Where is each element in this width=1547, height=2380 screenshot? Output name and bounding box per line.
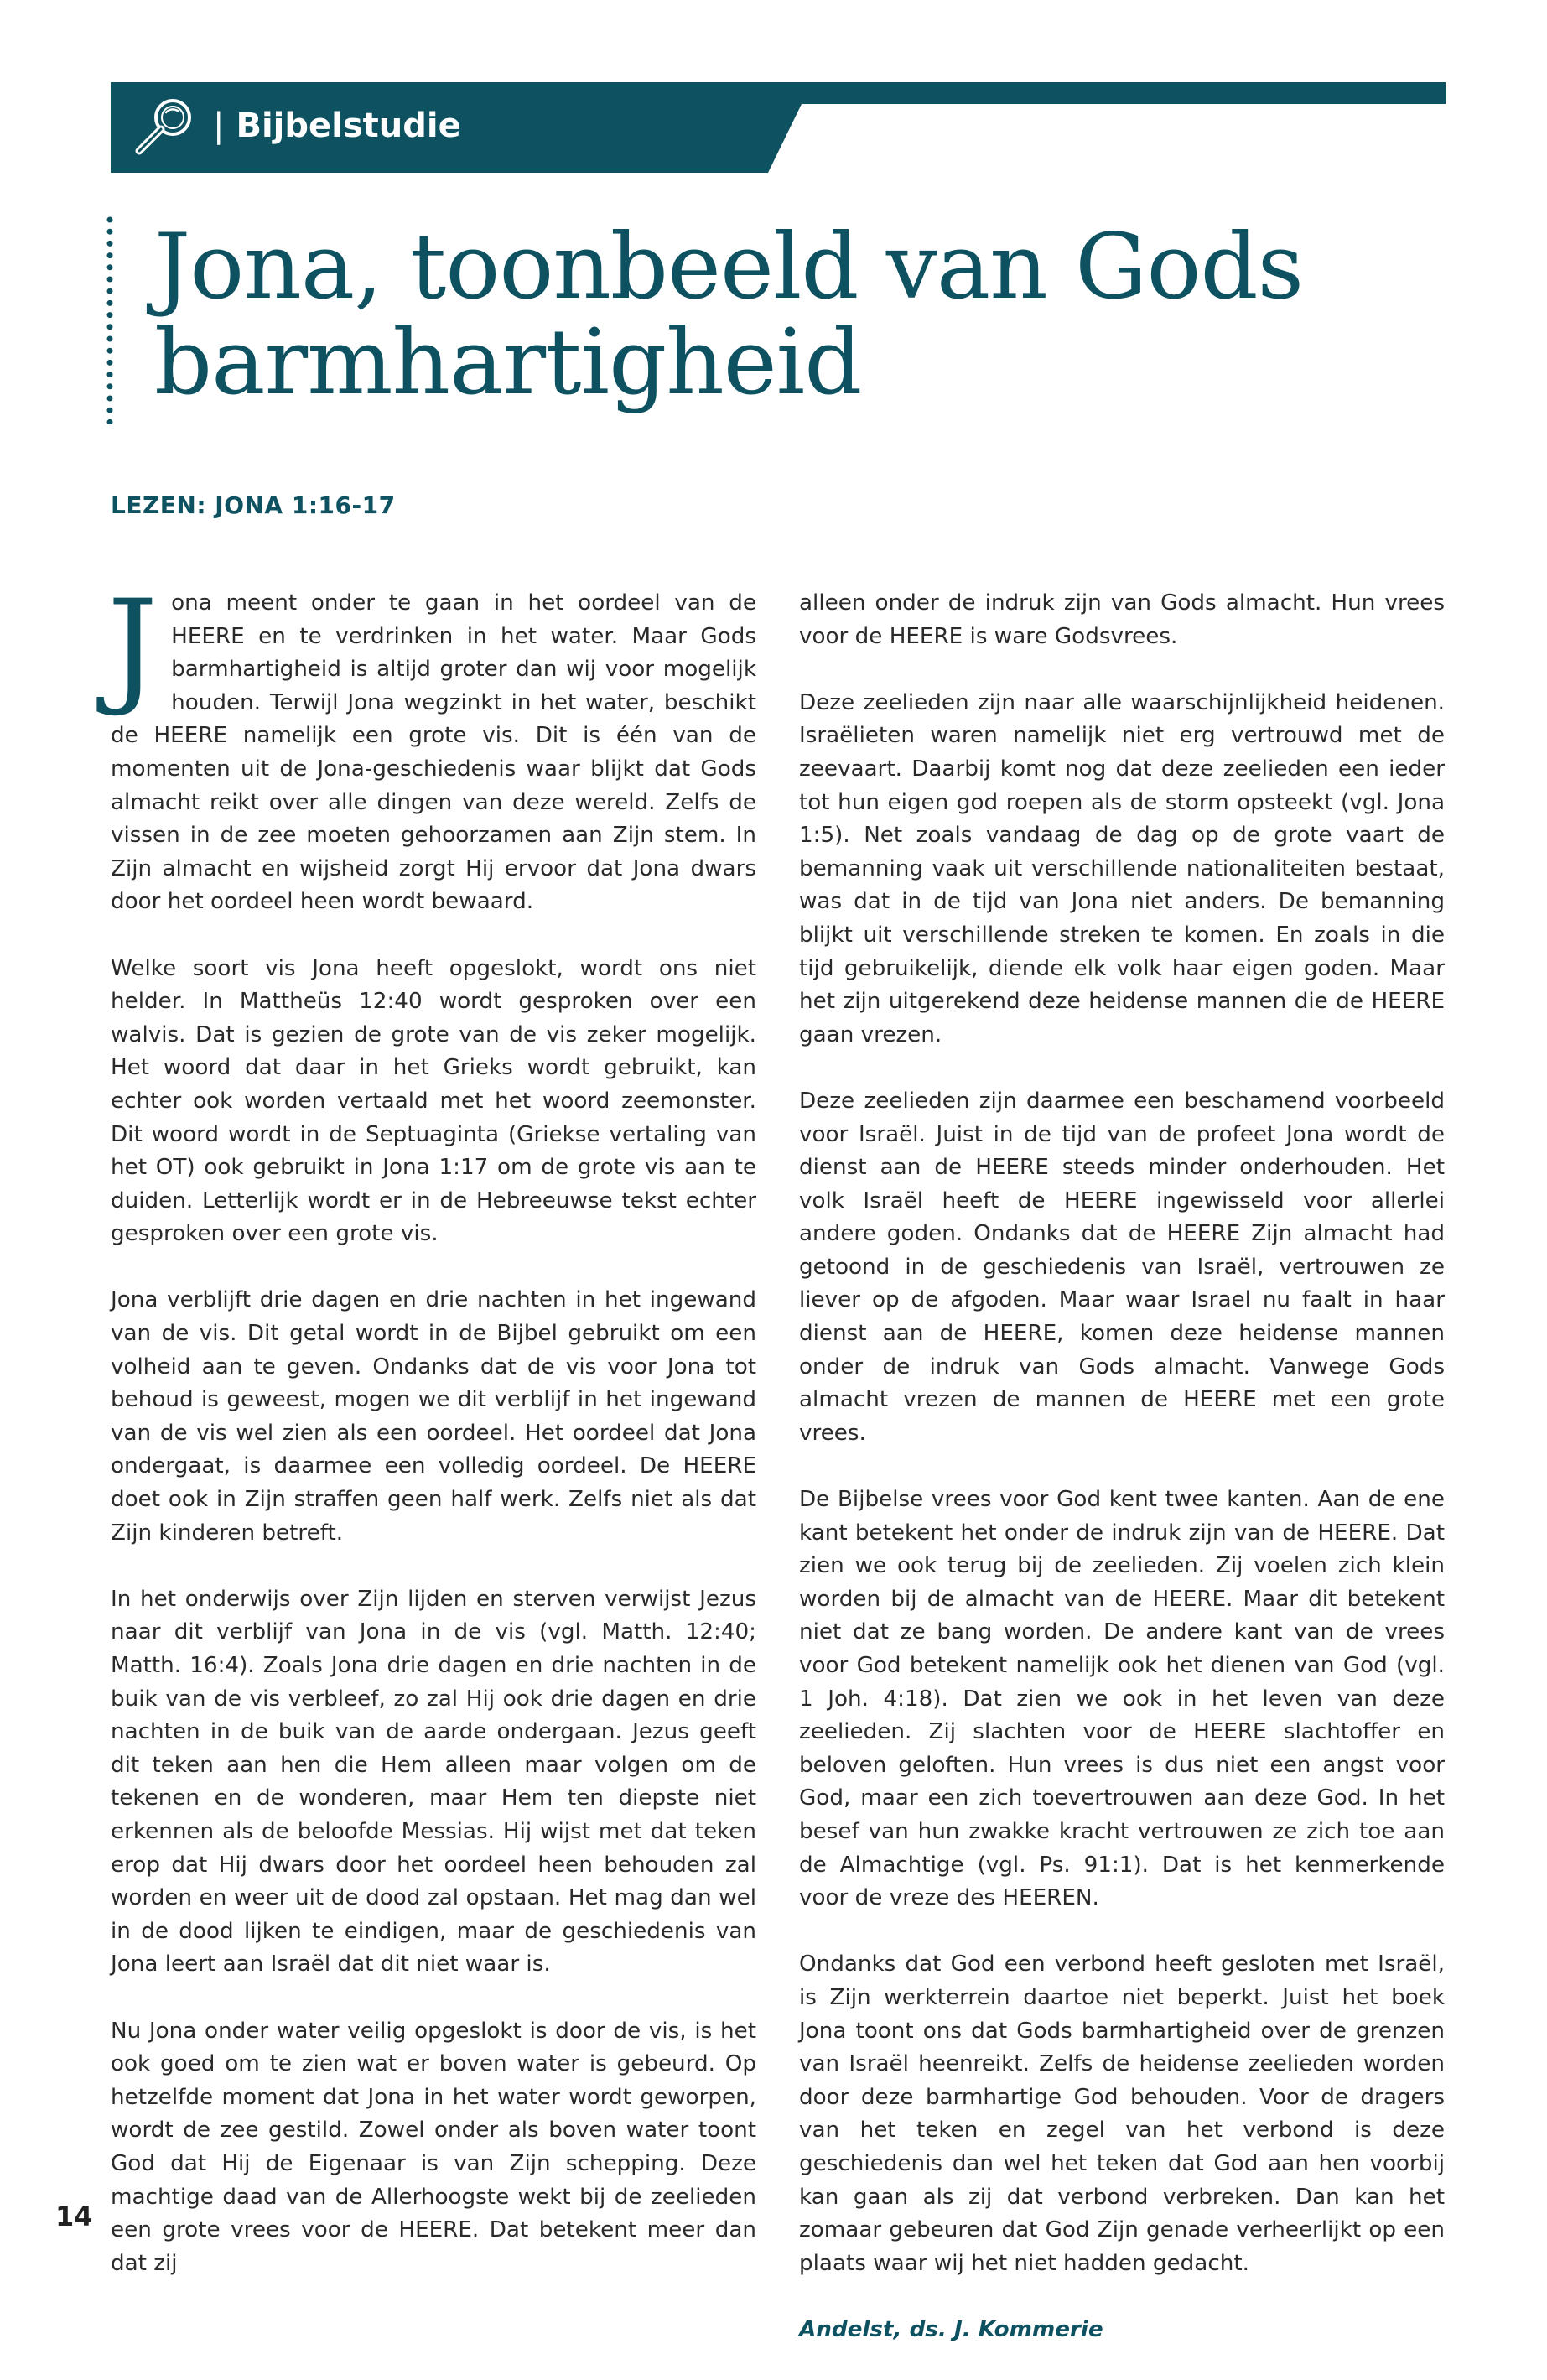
paragraph: Deze zeelieden zijn daarmee een beschamend voorbeeld voor Israël. Juist in de tijd van de profeet Jona wordt de dienst aan de HEERE steeds minder onderhouden. Het volk Israël heeft de HEERE ingewisseld voor allerlei andere goden. Ondanks dat de HEERE Zijn almacht had getoond in de geschiedenis van Israël, vertrouwen ze liever op de afgoden. Maar waar Israel nu faalt in haar dienst aan de HEERE, komen deze heidense mannen onder de indruk van Gods almacht. Vanwege Gods almacht vrezen de mannen de HEERE met een grote vrees.: [799, 1088, 1445, 1446]
magnifier-icon: [127, 92, 198, 163]
reading-reference: LEZEN: JONA 1:16-17: [111, 491, 396, 519]
paragraph: Deze zeelieden zijn naar alle waarschijnlijkheid heidenen. Israëlieten waren namelijk niet erg vertrouwd met de zeevaart. Daarbij komt nog dat deze zeelieden een ieder tot hun eigen god roepen als de storm opsteekt (vgl. Jona 1:5). Net zoals vandaag de dag op de grote vaart de bemanning vaak uit verschillende nationaliteiten bestaat, was dat in de tijd van Jona niet anders. De bemanning blijkt uit verschillende streken te komen. En zoals in die tijd gebruikelijk, diende elk volk haar eigen goden. Maar het zijn uitgerekend deze heidense mannen die de HEERE gaan vrezen.: [799, 689, 1445, 1047]
section-label: [213, 104, 461, 148]
header-separator: |: [213, 107, 225, 145]
paragraph: Welke soort vis Jona heeft opgeslokt, wordt ons niet helder. In Mattheüs 12:40 wordt gesproken over een walvis. Dat is gezien de grote van de vis zeker mogelijk. Het woord dat daar in het Grieks wordt gebruikt, kan echter ook worden vertaald met het woord zeemonster. Dit woord wordt in de Septuaginta (Griekse vertaling van het OT) ook gebruikt in Jona 1:17 om de grote vis aan te duiden. Letterlijk wordt er in de Hebreeuwse tekst echter gesproken over een grote vis.: [111, 955, 756, 1247]
drop-cap: J: [107, 574, 158, 720]
article-column-left: [107, 574, 756, 2314]
article-column-right: [799, 587, 1445, 2380]
paragraph: Jona verblijft drie dagen en drie nachten in het ingewand van de vis. Dit getal wordt in de Bijbel gebruikt om een volheid aan te geven. Ondanks dat de vis voor Jona tot behoud is geweest, mogen we dit verblijf in het ingewand van de vis wel zien als een oordeel. Het oordeel dat Jona ondergaat, is daarmee een volledig oordeel. De HEERE doet ook in Zijn straffen geen half werk. Zelfs niet als dat Zijn kinderen betreft.: [111, 1287, 756, 1546]
title-line-1: Jona, toonbeeld van Gods: [154, 215, 1304, 320]
page-number: 14: [55, 2201, 93, 2232]
author-signature: Andelst, ds. J. Kommerie: [799, 2316, 1103, 2342]
article-title: [154, 215, 1429, 415]
paragraph: Jona meent onder te gaan in het oordeel van de HEERE en te verdrinken in het water. Maar Gods barmhartigheid is altijd groter dan wij voor mogelijk houden. Terwijl Jona wegzinkt in het water, beschikt de HEERE namelijk een grote vis. Dit is één van de momenten uit de Jona-geschiedenis waar blijkt dat Gods almacht reikt over alle dingen van deze wereld. Zelfs de vissen in de zee moeten gehoorzamen aan Zijn stem. In Zijn almacht en wijsheid zorgt Hij ervoor dat Jona dwars door het oordeel heen wordt bewaard.: [107, 574, 756, 915]
section-name: Bijbelstudie: [236, 107, 461, 145]
paragraph: Ondanks dat God een verbond heeft gesloten met Israël, is Zijn werkterrein daartoe niet beperkt. Juist het boek Jona toont ons dat Gods barmhartigheid over de grenzen van Israël heenreikt. Zelfs de heidense zeelieden worden door deze barmhartige God behouden. Voor de dragers van het teken en zegel van het verbond is deze geschiedenis dan wel het teken dat God aan hen voorbij kan gaan als zij dat verbond verbreken. Dan kan het zomaar gebeuren dat God Zijn genade verheerlijkt op een plaats waar wij het niet hadden gedacht.: [799, 1951, 1445, 2276]
paragraph: Nu Jona onder water veilig opgeslokt is door de vis, is het ook goed om te zien wat er boven water is gebeurd. Op hetzelfde moment dat Jona in het water wordt geworpen, wordt de zee gestild. Zowel onder als boven water toont God dat Hij de Eigenaar is van Zijn schepping. Deze machtige daad van de Allerhoogste wekt bij de zeelieden een grote vrees voor de HEERE. Dat betekent meer dan dat zij: [111, 2018, 756, 2276]
section-header: [111, 82, 1446, 173]
title-line-2: barmhartigheid: [154, 310, 862, 415]
paragraph: De Bijbelse vrees voor God kent twee kanten. Aan de ene kant betekent het onder de indruk zijn van de HEERE. Dat zien we ook terug bij de zeelieden. Zij voelen zich klein worden bij de almacht van de HEERE. Maar dit betekent niet dat ze bang worden. De andere kant van de vrees voor God betekent namelijk ook het dienen van God (vgl. 1 Joh. 4:18). Dat zien we ook in het leven van deze zeelieden. Zij slachten voor de HEERE slachtoffer en beloven geloften. Hun vrees is dus niet een angst voor God, maar een zich toevertrouwen aan deze God. In het besef van hun zwakke kracht vertrouwen ze zich toe aan de Almachtige (vgl. Ps. 91:1). Dat is het kenmerkende voor de vreze des HEEREN.: [799, 1487, 1445, 1911]
dotted-rule: [106, 216, 114, 424]
paragraph: In het onderwijs over Zijn lijden en sterven verwijst Jezus naar dit verblijf van Jona in de vis (vgl. Matth. 12:40; Matth. 16:4). Zoals Jona drie dagen en drie nachten in de buik van de vis verbleef, zo zal Hij ook drie dagen en drie nachten in de buik van de aarde ondergaan. Jezus geeft dit teken aan hen die Hem alleen maar volgen om de tekenen en de wonderen, maar Hem ten diepste niet erkennen als de beloofde Messias. Hij wijst met dat teken erop dat Hij dwars door het oordeel heen behouden zal worden en weer uit de dood zal opstaan. Het mag dan wel in de dood lijken te eindigen, maar de geschiedenis van Jona leert aan Israël dat dit niet waar is.: [111, 1586, 756, 1977]
paragraph: alleen onder de indruk zijn van Gods almacht. Hun vrees voor de HEERE is ware Godsvrees.: [799, 590, 1445, 649]
